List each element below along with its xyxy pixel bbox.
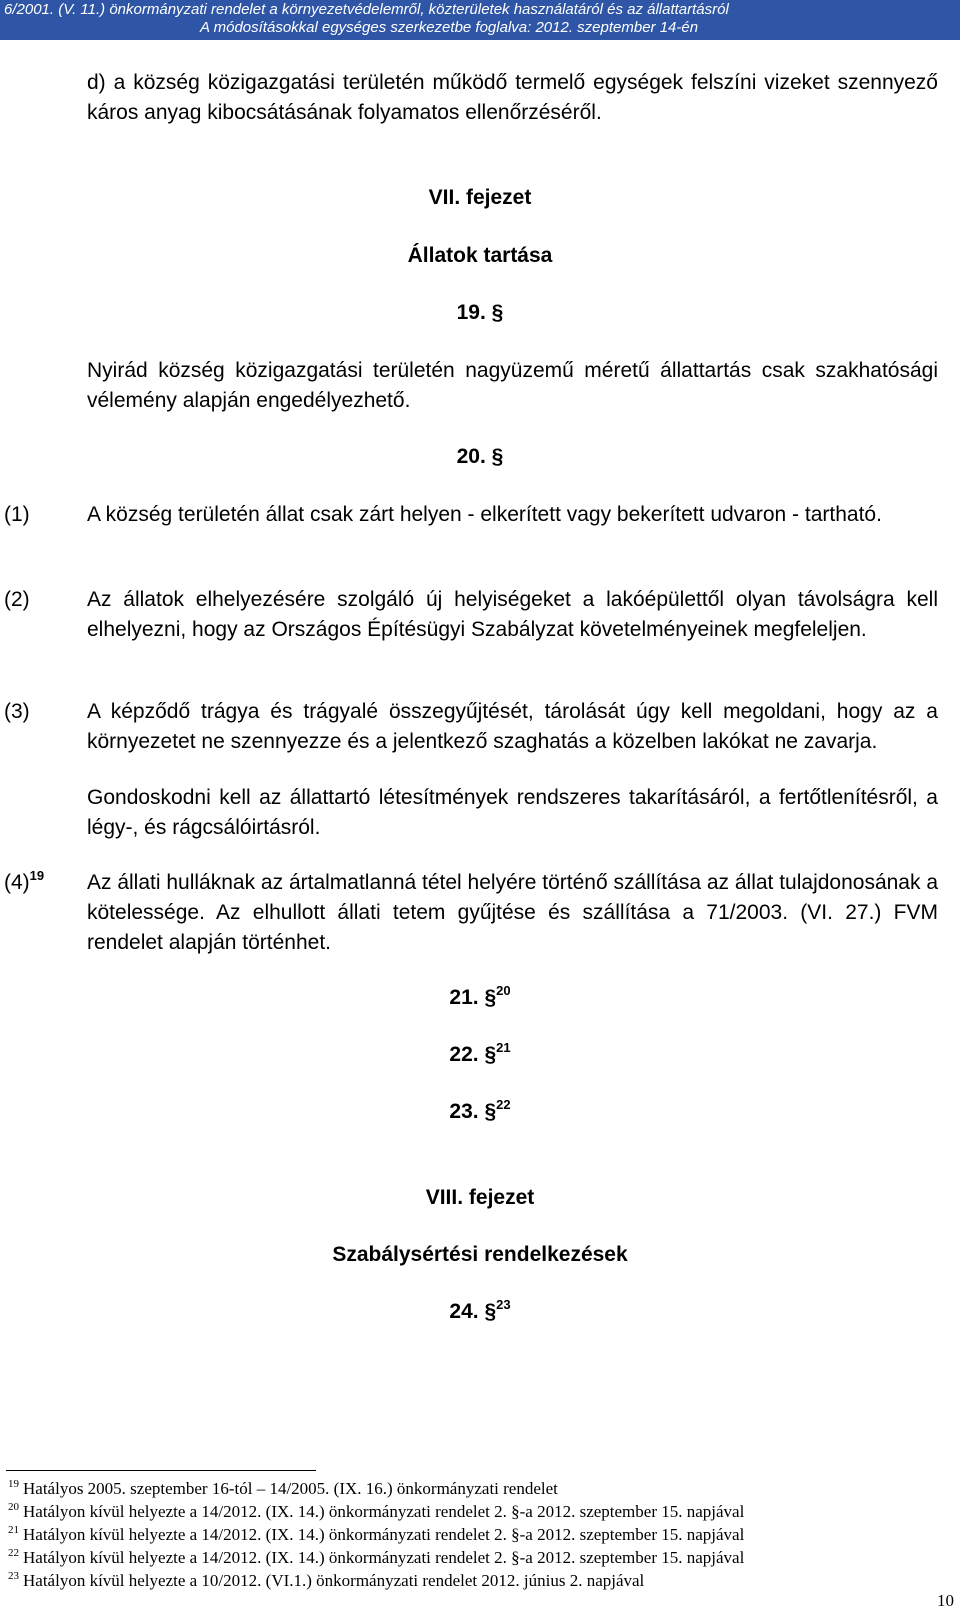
paragraph-3-text: A képződő trágya és trágyalé összegyűjtését, tárolását úgy kell megoldani, hogy az a környezetet ne szennyezze és a jelentkező szaghatás a közelben lakókat ne zavarja. bbox=[87, 700, 938, 753]
section-21-heading: 21. §$^{20}$ bbox=[449, 983, 511, 1009]
footnote-ref-19[interactable]: 19 bbox=[29, 868, 45, 883]
footnote: $^{21}$ Hatályon kívül helyezte a 14/2012. (IX. 14.) önkormányzati rendelet 2. §-a 2012. szeptember 15. napjával bbox=[8, 1524, 745, 1544]
footnote-ref-23[interactable]: 23 bbox=[496, 1297, 511, 1312]
section-19-label: 19. bbox=[456, 301, 486, 324]
section-sign: § bbox=[484, 1043, 497, 1066]
footnote-ref-21[interactable]: 21 bbox=[496, 1040, 511, 1055]
section-19-text: Nyirád község közigazgatási területén nagyüzemű méretű állattartás csak szakhatósági vélemény alapján engedélyezhető. bbox=[87, 359, 938, 412]
chapter-7-number: VII. fejezet bbox=[428, 186, 532, 209]
footnote-ref-22[interactable]: 22 bbox=[496, 1097, 511, 1112]
paragraph-1-number: (1) bbox=[4, 503, 30, 526]
section-19-heading bbox=[0, 298, 960, 328]
paragraph-2-number: (2) bbox=[4, 588, 30, 611]
item-d: d) a község közigazgatási területén működő termelő egységek felszíni vizeket szennyező káros anyag kibocsátásának folyamatos ellenőrzéséről. bbox=[87, 71, 938, 124]
paragraph-1-text: A község területén állat csak zárt helyen - elkerített vagy bekerített udvaron - tartható. bbox=[87, 503, 882, 526]
paragraph-2-text: Az állatok elhelyezésére szolgáló új helyiségeket a lakóépülettől olyan távolságra kell elhelyezni, hogy az Országos Építésügyi Szabályzat követelményeinek megfeleljen. bbox=[87, 588, 938, 641]
paragraph-3-number: (3) bbox=[4, 700, 30, 723]
section-24-heading: 24. §$^{23}$ bbox=[449, 1297, 511, 1323]
header-subtitle: A módosításokkal egységes szerkezetbe foglalva: 2012. szeptember 14-én bbox=[200, 19, 699, 36]
chapter-8-number: VIII. fejezet bbox=[425, 1186, 535, 1209]
header-title: 6/2001. (V. 11.) önkormányzati rendelet a környezetvédelemről, közterületek használatáról és az állattartásról bbox=[4, 1, 729, 18]
section-23-heading: 23. §$^{22}$ bbox=[449, 1097, 511, 1123]
paragraph-4-text: Az állati hulláknak az ártalmatlanná tétel helyére történő szállítása az állat tulajdonosának a kötelessége. Az elhullott állati tetem gyűjtése és szállítása a 71/2003. (VI. 27.) FVM rendelet alapján történhet. bbox=[87, 871, 939, 954]
chapter-8-title: Szabálysértési rendelkezések bbox=[332, 1243, 628, 1266]
section-sign: § bbox=[491, 445, 504, 468]
footnote: $^{19}$ Hatályos 2005. szeptember 16-tól – 14/2005. (IX. 16.) önkormányzati rendelet bbox=[8, 1478, 558, 1498]
section-22-heading: 22. §$^{21}$ bbox=[449, 1040, 511, 1066]
footnote: $^{22}$ Hatályon kívül helyezte a 14/2012. (IX. 14.) önkormányzati rendelet 2. §-a 2012. szeptember 15. napjával bbox=[8, 1547, 745, 1567]
section-20-heading bbox=[0, 442, 960, 472]
section-sign: § bbox=[484, 1100, 497, 1123]
paragraph-3-text-2: Gondoskodni kell az állattartó létesítmények rendszeres takarításáról, a fertőtlenítésről, a légy-, és rágcsálóirtásról. bbox=[87, 786, 938, 839]
page-number: 10 bbox=[937, 1591, 954, 1610]
document-header bbox=[0, 0, 960, 40]
footnote: $^{20}$ Hatályon kívül helyezte a 14/2012. (IX. 14.) önkormányzati rendelet 2. §-a 2012. szeptember 15. napjával bbox=[8, 1501, 745, 1521]
section-sign: § bbox=[491, 301, 504, 324]
footnote-ref-20[interactable]: 20 bbox=[496, 983, 511, 998]
section-sign: § bbox=[484, 986, 497, 1009]
chapter-7-title: Állatok tartása bbox=[407, 244, 553, 267]
paragraph-4-number: $(4)^{19}$ bbox=[4, 868, 45, 894]
section-20-label: 20. bbox=[456, 445, 486, 468]
footnote: $^{23}$ Hatályon kívül helyezte a 10/2012. (VI.1.) önkormányzati rendelet 2012. június 2. napjával bbox=[8, 1570, 645, 1590]
section-sign: § bbox=[484, 1300, 497, 1323]
footnote-separator bbox=[6, 1470, 316, 1471]
